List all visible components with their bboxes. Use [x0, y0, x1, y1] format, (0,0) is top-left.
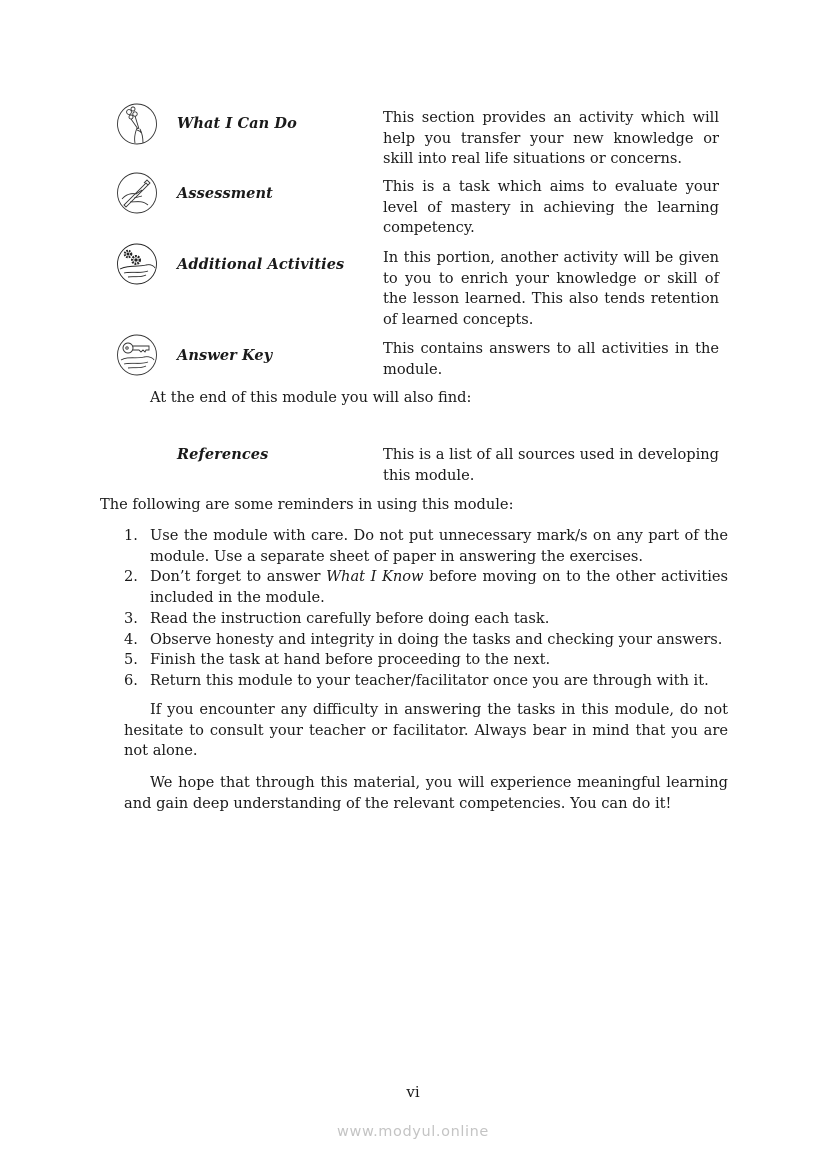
section-description: This is a list of all sources used in developing this module.	[383, 446, 719, 484]
reminder-number: 3.	[124, 609, 138, 627]
reminder-text: Finish the task at hand before proceeding to the next.	[150, 651, 551, 669]
reminder-number: 2.	[124, 568, 138, 586]
section-label: References	[177, 446, 269, 463]
section-description: In this portion, another activity will be given to you to enrich your knowledge or skill of the lesson learned. This also tends retention of learned concepts.	[383, 249, 719, 329]
reminder-number: 4.	[124, 630, 138, 648]
reminder-text: Observe honesty and integrity in doing the tasks and checking your answers.	[150, 630, 723, 648]
reminder-emphasis: What I Know	[326, 568, 424, 586]
reminder-text-continued: before moving on to the other activities included in the module.	[150, 568, 729, 607]
reminder-item	[124, 650, 728, 671]
reminder-number: 1.	[124, 527, 138, 544]
reminder-text: Don’t forget to answer	[150, 568, 327, 586]
reminder-item	[124, 630, 728, 651]
reminder-text: Use the module with care. Do not put unnecessary mark/s on any part of the module. Use a separate sheet of paper in answering the exercises.	[150, 527, 728, 565]
section-label: What I Can Do	[177, 115, 297, 132]
hand-holding-flowers-icon	[116, 103, 158, 145]
reminder-text: Return this module to your teacher/facilitator once you are through with it.	[150, 671, 709, 689]
reminders-list	[124, 526, 728, 692]
reminder-number: 6.	[124, 671, 138, 689]
reminder-item	[124, 671, 728, 692]
reminder-number: 5.	[124, 651, 138, 669]
reminder-item	[124, 609, 728, 630]
section-label: Answer Key	[177, 347, 273, 364]
section-description: This contains answers to all activities in the module.	[383, 340, 719, 378]
section-description: This section provides an activity which will help you transfer your new knowledge or skill into real life situations or concerns.	[383, 109, 719, 168]
reminders-intro: The following are some reminders in using this module:	[100, 496, 514, 513]
end-of-module-intro: At the end of this module you will also find:	[150, 389, 472, 406]
reminder-item	[124, 567, 728, 608]
page-number: vi	[406, 1083, 420, 1101]
reminder-item	[124, 526, 728, 567]
section-description: This is a task which aims to evaluate your level of mastery in achieving the learning competency.	[383, 178, 719, 237]
closing-paragraph: We hope that through this material, you will experience meaningful learning and gain deep understanding of the relevant competencies. You can do it!	[124, 774, 728, 812]
hand-writing-pen-icon	[116, 172, 158, 214]
difficulty-paragraph: If you encounter any difficulty in answering the tasks in this module, do not hesitate to consult your teacher or facilitator. Always bear in mind that you are not alone.	[124, 701, 728, 760]
reminder-text: Read the instruction carefully before doing each task.	[150, 609, 550, 627]
section-label: Assessment	[177, 185, 273, 202]
section-label: Additional Activities	[177, 256, 345, 273]
watermark-link[interactable]: www.modyul.online	[337, 1124, 489, 1140]
hand-key-icon	[116, 334, 158, 376]
hand-gears-icon	[116, 243, 158, 285]
